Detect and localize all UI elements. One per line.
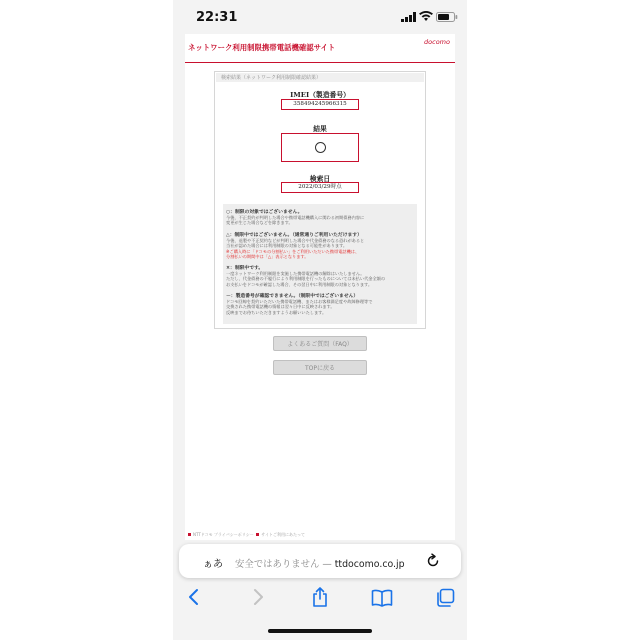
legend-cross — [226, 264, 414, 287]
battery-icon — [436, 12, 458, 22]
legend-text: 一度ネットワーク利用制限を実施した携帯電話機の解除はいたしません。 — [226, 271, 365, 276]
legend-text: 変更が生じた場合などを除きます。 — [226, 220, 293, 226]
tabs-icon[interactable] — [435, 588, 455, 608]
legend-heading: －：製造番号が確認できません。（制限中ではございません） — [226, 294, 359, 299]
legend-text: 当社が認めた場合には利用制限の対象となる可能性があります。 — [226, 243, 348, 249]
search-date-label: 検索日 — [309, 175, 331, 183]
page-settings-button[interactable]: ぁあ — [203, 559, 223, 570]
result-circle-mark — [315, 142, 326, 153]
footer-link-privacy[interactable]: NTTドコモ プライバシーポリシー — [193, 532, 254, 537]
docomo-logo[interactable]: docomo — [424, 38, 450, 46]
site-header — [185, 34, 455, 63]
legend-text: 今後、不正契約が判明した場合や携帯電話機購入に関わる初期債務内容に — [226, 215, 365, 220]
web-content[interactable] — [185, 34, 455, 540]
legend-dash — [226, 292, 414, 315]
site-footer — [185, 532, 455, 538]
site-title: ネットワーク利用制限携帯電話機確認サイト — [188, 43, 336, 52]
legend-text: お支払いをドコモが確認した場合、その翌日中に利用制限の対象となります。 — [226, 281, 373, 287]
phone-screen — [173, 0, 467, 640]
imei-value-box — [281, 99, 359, 110]
legend-text: 反映までお待ちいただきますようお願いいたします。 — [226, 309, 327, 315]
result-legend — [223, 204, 417, 324]
url-domain: ttdocomo.co.jp — [334, 559, 405, 570]
share-icon[interactable] — [311, 586, 329, 608]
bookmarks-icon[interactable] — [371, 589, 393, 607]
legend-heading: ×：制限中です。 — [226, 266, 264, 271]
search-date-box — [281, 182, 359, 193]
security-warning: 安全ではありません — — [235, 559, 332, 570]
legend-text: 今後、退製や不正契約などが判明した場合や代金債務のなる恐れがあると — [226, 238, 365, 243]
back-icon[interactable] — [187, 588, 201, 606]
faq-button[interactable]: よくあるご質問（FAQ） — [273, 336, 367, 351]
search-date-value: 2022/03/29時点 — [298, 184, 342, 190]
status-bar — [173, 0, 467, 34]
result-card-tab — [216, 73, 424, 82]
legend-heading: △：制限中ではございません。（通常通りご利用いただけます） — [226, 233, 362, 238]
result-card-tab-label: 検索結果（ネットワーク利用制限確認結果） — [221, 75, 322, 81]
imei-value: 358494245966315 — [293, 101, 347, 107]
forward-icon[interactable] — [251, 588, 265, 606]
legend-warning: 分割払いの期間中は「△」表示となります。 — [226, 254, 309, 260]
address-bar[interactable] — [179, 544, 461, 578]
result-card — [214, 71, 426, 329]
legend-warning: ※ご購入時に「ドコモの分割払い」をご利用いただいた携帯電話機は、 — [226, 248, 360, 254]
footer-bullet-icon — [188, 533, 191, 536]
footer-link-terms[interactable]: サイトご利用にあたって — [261, 532, 306, 537]
wifi-icon — [419, 11, 433, 22]
status-time: 22:31 — [196, 10, 238, 25]
back-to-top-button[interactable]: TOPに戻る — [273, 360, 367, 375]
result-value-box — [281, 133, 359, 162]
legend-circle — [226, 208, 414, 226]
result-label: 結果 — [313, 125, 327, 133]
legend-triangle — [226, 231, 414, 260]
reload-icon[interactable] — [425, 553, 441, 569]
legend-heading: ○：制限の対象ではございません。 — [226, 210, 303, 215]
imei-label: IMEI（製造番号） — [290, 91, 350, 99]
legend-text: 交換された携帯電話機の情報は翌々日中に反映されます。 — [226, 304, 335, 310]
cellular-signal-icon — [401, 12, 417, 22]
url-field[interactable] — [235, 556, 405, 570]
footer-bullet-icon — [256, 533, 259, 536]
home-indicator — [268, 629, 372, 633]
legend-text: ドコモ回線を契約いただいた携帯電話機、またはお客様満足度や故障修理等で — [226, 299, 373, 304]
legend-text: ただし、代金債務の不履行により利用制限を行ったものについては未払い代金全額の — [226, 276, 386, 282]
